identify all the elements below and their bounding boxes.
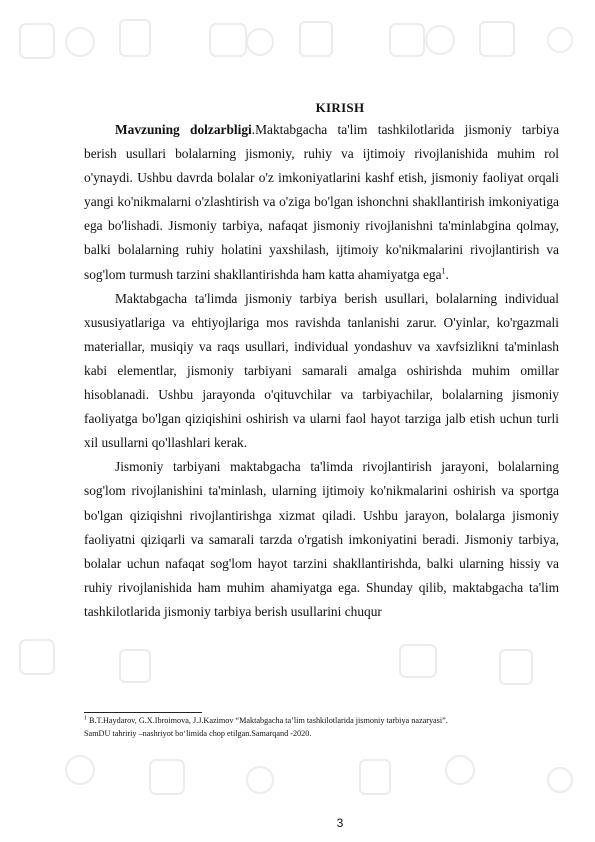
footnote xyxy=(84,714,564,740)
paragraph-text: .Maktabgacha ta'lim tashkilotlarida jismoniy tarbiya berish usullari bolalarning jismoniy, ruhiy va ijtimoiy rivojlanishida muhim rol o'ynaydi. Ushbu davrda bolalar o'z imkoniyatlarini kashf etish, jismoniy faoliyat orqali yangi ko'nikmalarni o'zlashtirish va o'ziga bo'lgan ishonchni shakllantirish imkoniyatiga ega bo'lishadi. Jismoniy tarbiya, nafaqat jismoniy rivojlanishni ta'minlabgina qolmay, balki bolalarning ruhiy holatini yaxshilash, ijtimoiy ko'nikmalarini rivojlantirish va sog'lom turmush tarzini shakllantirishda ham katta ahamiyatga ega xyxy=(84,122,560,282)
footnote-divider xyxy=(84,712,202,713)
footnote-line-1 xyxy=(84,714,564,727)
footnote-number: 1 xyxy=(84,715,87,722)
footnote-citation: B.T.Haydarov, G.X.Ibroimova, J.J.Kazimov “Maktabgacha ta’lim tashkilotlarida jismoniy tarbiya nazaryasi”. xyxy=(87,716,448,725)
paragraph-development: Jismoniy tarbiyani maktabgacha ta'limda rivojlantirish jarayoni, bolalarning sog'lom rivojlanishini ta'minlash, ularning ijtimoiy ko'nikmalarini oshirish va sportga bo'lgan qiziqishni rivojlantirishga xizmat qiladi. Ushbu jarayon, bolalarga jismoniy faoliyatni qiziqarli va samarali tarzda o'rgatish imkoniyatini beradi. Jismoniy tarbiya, bolalar uchun nafaqat sog'lom hayot tarzini shakllantirishda, balki ularning hissiy va ruhiy rivojlanishida ham muhim ahamiyatga ega. Shunday qilib, maktabgacha ta'lim tashkilotlarida jismoniy tarbiya berish usullarini chuqur xyxy=(84,459,559,619)
paragraph-methods: Maktabgacha ta'limda jismoniy tarbiya berish usullari, bolalarning individual xususiyatlariga va ehtiyojlariga mos ravishda tanlanishi zarur. O'yinlar, ko'rgazmali materiallar, musiqiy va raqs usullari, individual yondashuv va xavfsizlikni ta'minlash kabi elementlar, jismoniy tarbiyani samarali amalga oshirishda muhim omillar hisoblanadi. Ushbu jarayonda o'qituvchilar va tarbiyachilar, bolalarning jismoniy faoliyatga bo'lgan qiziqishini oshirish va ularni faol hayot tarziga jalb etish uchun turli xil usullarni qo'llashlari kerak. xyxy=(84,290,559,451)
page-title: KIRISH xyxy=(315,100,365,115)
page-number: 3 xyxy=(336,816,344,830)
footnote-reference[interactable]: 1 xyxy=(441,266,446,276)
paragraph-relevance xyxy=(84,118,559,287)
footnote-line-2: SamDU tahririy –nashriyot bo‘limida chop etilgan.Samarqand -2020. xyxy=(84,729,312,738)
paragraph-tail: . xyxy=(445,266,449,282)
paragraph-lead: Mavzuning dolzarbligi xyxy=(115,122,252,137)
document-body xyxy=(84,118,559,624)
